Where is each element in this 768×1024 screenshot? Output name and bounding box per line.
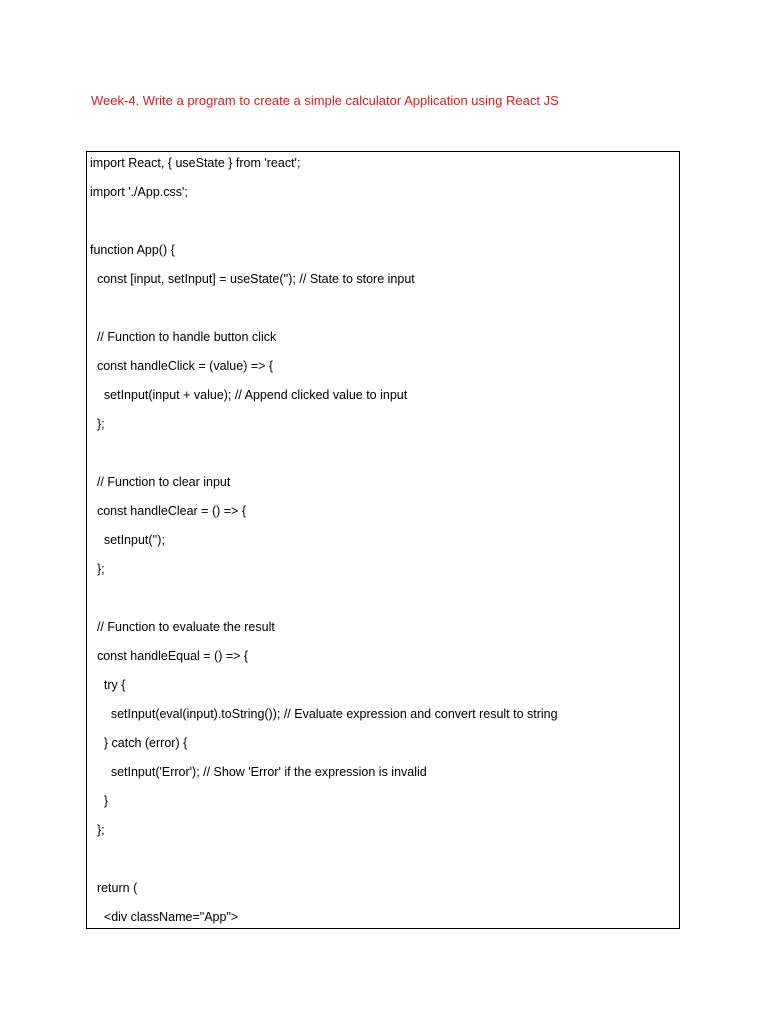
- code-line: <div className="App">: [90, 910, 239, 924]
- code-line: const handleEqual = () => {: [90, 649, 249, 663]
- code-line: // Function to clear input: [90, 475, 231, 489]
- code-line: import './App.css';: [90, 185, 188, 199]
- code-line: try {: [90, 678, 126, 692]
- code-line: setInput('');: [90, 533, 165, 547]
- code-line: };: [90, 562, 105, 576]
- code-block: [86, 151, 680, 929]
- code-line: return (: [90, 881, 138, 895]
- code-line: }: [90, 794, 109, 808]
- code-line: setInput('Error'); // Show 'Error' if the expression is invalid: [90, 765, 427, 779]
- code-line: setInput(input + value); // Append clicked value to input: [90, 388, 408, 402]
- code-line: // Function to evaluate the result: [90, 620, 275, 634]
- assignment-heading: Week-4. Write a program to create a simple calculator Application using React JS: [91, 93, 559, 108]
- code-line: // Function to handle button click: [90, 330, 277, 344]
- code-line: } catch (error) {: [90, 736, 188, 750]
- code-line: setInput(eval(input).toString()); // Evaluate expression and convert result to string: [90, 707, 558, 721]
- code-line: };: [90, 417, 105, 431]
- code-line: };: [90, 823, 105, 837]
- code-line: function App() {: [90, 243, 175, 257]
- code-line: const [input, setInput] = useState(''); // State to store input: [90, 272, 415, 286]
- code-line: const handleClear = () => {: [90, 504, 246, 518]
- code-line: import React, { useState } from 'react';: [90, 156, 301, 170]
- code-line: const handleClick = (value) => {: [90, 359, 274, 373]
